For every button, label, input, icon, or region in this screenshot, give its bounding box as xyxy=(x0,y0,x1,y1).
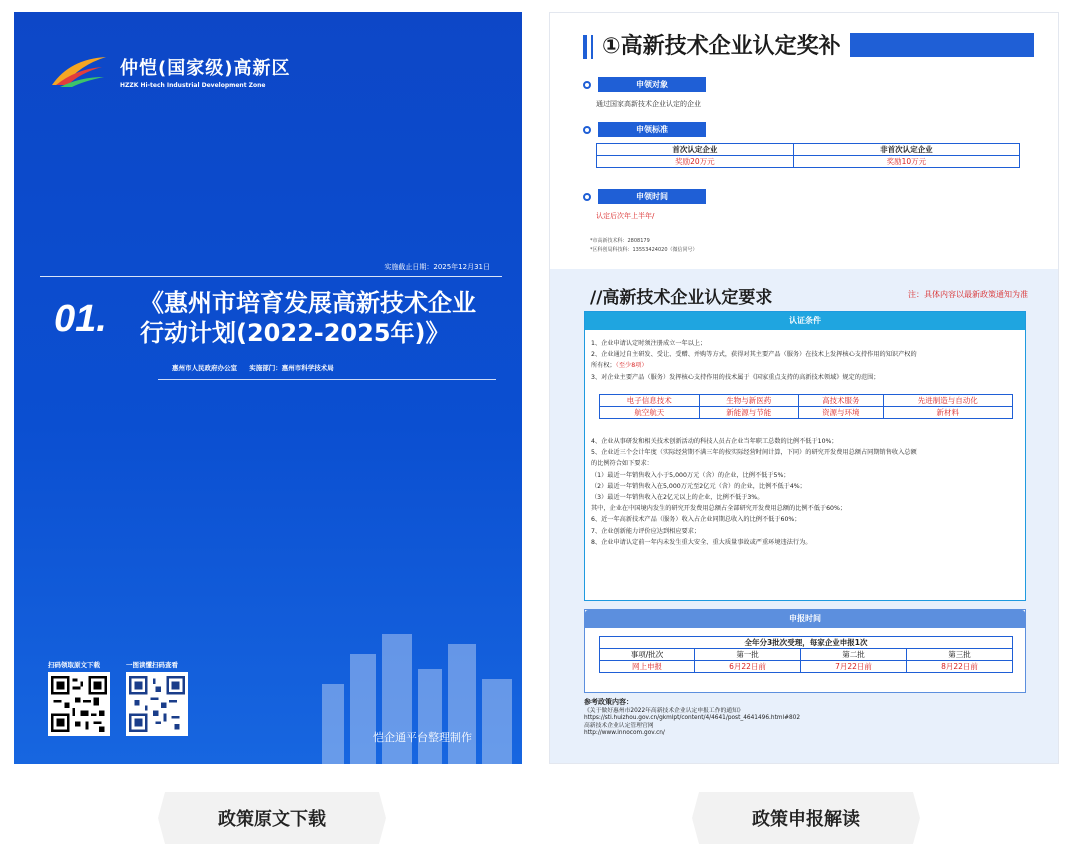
tech-fields-table xyxy=(599,394,1013,419)
requirements-note: 注：具体内容以最新政策通知为准 xyxy=(908,290,1028,299)
reference-link[interactable]: http://www.innocom.gov.cn/ xyxy=(584,730,665,736)
requirements-title: //高新技术企业认定要求 xyxy=(590,288,773,308)
table-row xyxy=(600,407,1013,419)
standard-table xyxy=(596,143,1020,168)
zone-logo-icon xyxy=(50,55,108,89)
table-cell: 第一批 xyxy=(695,649,801,661)
policy-interpretation-button[interactable]: 政策申报解读 xyxy=(692,792,920,844)
table-cell: 航空航天 xyxy=(600,407,700,419)
scan-label-diagram: 一图读懂扫码查看 xyxy=(126,661,178,669)
table-cell: 网上申报 xyxy=(600,661,695,673)
table-cell: 事项/批次 xyxy=(600,649,695,661)
table-cell: 全年分3批次受理，每家企业申报1次 xyxy=(600,637,1013,649)
reference-item: 《关于做好惠州市2022年高新技术企业认定申报工作的通知》 xyxy=(584,707,744,714)
condition-item: 4、企业从事研发和相关技术创新活动的科技人员占企业当年职工总数的比例不低于10%； xyxy=(591,438,838,445)
references xyxy=(584,699,800,738)
condition-item: （1）最近一年销售收入小于5,000万元（含）的企业，比例不低于5%； xyxy=(591,471,790,479)
policy-interpretation-poster[interactable] xyxy=(549,12,1059,764)
reference-link[interactable]: https://sti.huizhou.gov.cn/gkmlpt/content/4/4641/post_4641496.html#802 xyxy=(584,715,801,721)
table-row xyxy=(600,661,1013,673)
qr-code-download[interactable] xyxy=(48,672,110,736)
table-cell: 第三批 xyxy=(907,649,1013,661)
table-cell: 8月22日前 xyxy=(907,661,1013,673)
publisher: 惠州市人民政府办公室 xyxy=(172,364,237,372)
table-cell: 第二批 xyxy=(801,649,907,661)
conditions-list-a xyxy=(591,338,1021,383)
table-cell: 高技术服务 xyxy=(799,395,884,407)
table-cell: 资源与环境 xyxy=(799,407,884,419)
condition-item: （3）最近一年销售收入在2亿元以上的企业，比例不低于3%。 xyxy=(591,494,764,502)
applicant-text: 通过国家高新技术企业认定的企业 xyxy=(596,100,701,108)
bullet-circle-icon xyxy=(583,126,591,134)
zone-name: 仲恺(国家级)高新区 xyxy=(120,58,291,79)
table-row xyxy=(597,156,1020,168)
conditions-header: 认证条件 xyxy=(585,312,1025,330)
table-cell: 生物与新医药 xyxy=(699,395,799,407)
table-cell: 新材料 xyxy=(883,407,1012,419)
table-cell: 7月22日前 xyxy=(801,661,907,673)
condition-item: 1、企业申请认定时须注册成立一年以上； xyxy=(591,340,707,347)
condition-item: 7、企业创新能力评价应达到相应要求； xyxy=(591,527,701,535)
label-applicant: 申领对象 xyxy=(598,77,706,92)
deadline-text: 实施截止日期：2025年12月31日 xyxy=(384,263,490,271)
condition-item: （2）最近一年销售收入在5,000万元至2亿元（含）的企业，比例不低于4%； xyxy=(591,482,806,490)
table-row xyxy=(600,649,1013,661)
implementing-department: 实施部门：惠州市科学技术局 xyxy=(249,364,334,372)
condition-item: 所有权；（至少8项） xyxy=(591,362,648,370)
qr-code-icon xyxy=(129,675,185,733)
scan-label-download: 扫码领取原文下载 xyxy=(48,661,100,669)
policy-cover-poster[interactable] xyxy=(14,12,522,764)
table-cell: 奖励20万元 xyxy=(597,156,794,168)
schedule-table xyxy=(599,636,1013,673)
bullet-circle-icon xyxy=(583,193,591,201)
item-number: 01. xyxy=(54,298,107,340)
conditions-box xyxy=(584,311,1026,601)
table-header-row xyxy=(600,637,1013,649)
contact-district: *区科创局科技科：13553424020（微信同号） xyxy=(590,247,698,253)
credit-text: 恺企通平台整理制作 xyxy=(373,731,472,744)
label-time: 申领时间 xyxy=(598,189,706,204)
table-cell: 新能源与节能 xyxy=(699,407,799,419)
table-cell: 首次认定企业 xyxy=(597,144,794,156)
contact-city: *市高新技术科：2808179 xyxy=(590,238,650,244)
schedule-header: 申报时间 xyxy=(585,610,1025,628)
reward-section xyxy=(550,13,1059,269)
min-count-highlight: （至少8项） xyxy=(615,362,648,370)
bullet-circle-icon xyxy=(583,81,591,89)
table-cell: 奖励10万元 xyxy=(793,156,1019,168)
time-text: 认定后次年上半年/ xyxy=(596,212,655,220)
condition-item: 2、企业通过自主研发、受让、受赠、并购等方式，获得对其主要产品（服务）在技术上发挥核心支持作用的知识产权的 xyxy=(591,351,917,359)
policy-title-line1: 《惠州市培育发展高新技术企业 xyxy=(140,289,476,317)
condition-item: 8、企业申请认定前一年内未发生重大安全、重大质量事故或严重环境违法行为。 xyxy=(591,538,812,546)
condition-item: 5、企业近三个会计年度（实际经营期不满三年的按实际经营时间计算，下同）的研究开发费用总额占同期销售收入总额 xyxy=(591,449,917,457)
table-row xyxy=(600,395,1013,407)
table-cell: 先进制造与自动化 xyxy=(883,395,1012,407)
title-accent-bar xyxy=(591,35,593,59)
download-original-button[interactable]: 政策原文下载 xyxy=(158,792,386,844)
table-header-row xyxy=(597,144,1020,156)
label-standard: 申领标准 xyxy=(598,122,706,137)
divider-top xyxy=(40,276,502,277)
conditions-list-b xyxy=(591,436,1021,548)
reward-title: ①高新技术企业认定奖补 xyxy=(602,34,841,59)
references-title: 参考政策内容： xyxy=(584,698,633,706)
policy-title xyxy=(140,288,510,348)
table-cell: 6月22日前 xyxy=(695,661,801,673)
condition-item: 其中，企业在中国境内发生的研究开发费用总额占全部研究开发费用总额的比例不低于60%； xyxy=(591,505,847,513)
schedule-box xyxy=(584,609,1026,693)
qr-code-diagram[interactable] xyxy=(126,672,188,736)
divider-bottom xyxy=(158,379,496,380)
table-cell: 非首次认定企业 xyxy=(793,144,1019,156)
qr-code-icon xyxy=(51,675,107,733)
table-cell: 电子信息技术 xyxy=(600,395,700,407)
zone-english-name: HZZK Hi-tech Industrial Development Zone xyxy=(120,82,266,89)
zone-logo xyxy=(50,54,290,89)
title-accent-bar xyxy=(583,35,587,59)
condition-item: 3、对企业主要产品（服务）发挥核心支持作用的技术属于《国家重点支持的高新技术领域》规定的范围； xyxy=(591,373,880,381)
reference-item: 高新技术企业认定管理官网 xyxy=(584,722,654,729)
title-blue-strip xyxy=(850,33,1034,57)
publisher-line xyxy=(172,363,334,372)
policy-title-line2: 行动计划(2022-2025年)》 xyxy=(140,319,450,347)
requirements-section xyxy=(550,269,1059,764)
condition-item: 的比例符合如下要求： xyxy=(591,460,653,468)
condition-item: 6、近一年高新技术产品（服务）收入占企业同期总收入的比例不低于60%； xyxy=(591,516,801,524)
